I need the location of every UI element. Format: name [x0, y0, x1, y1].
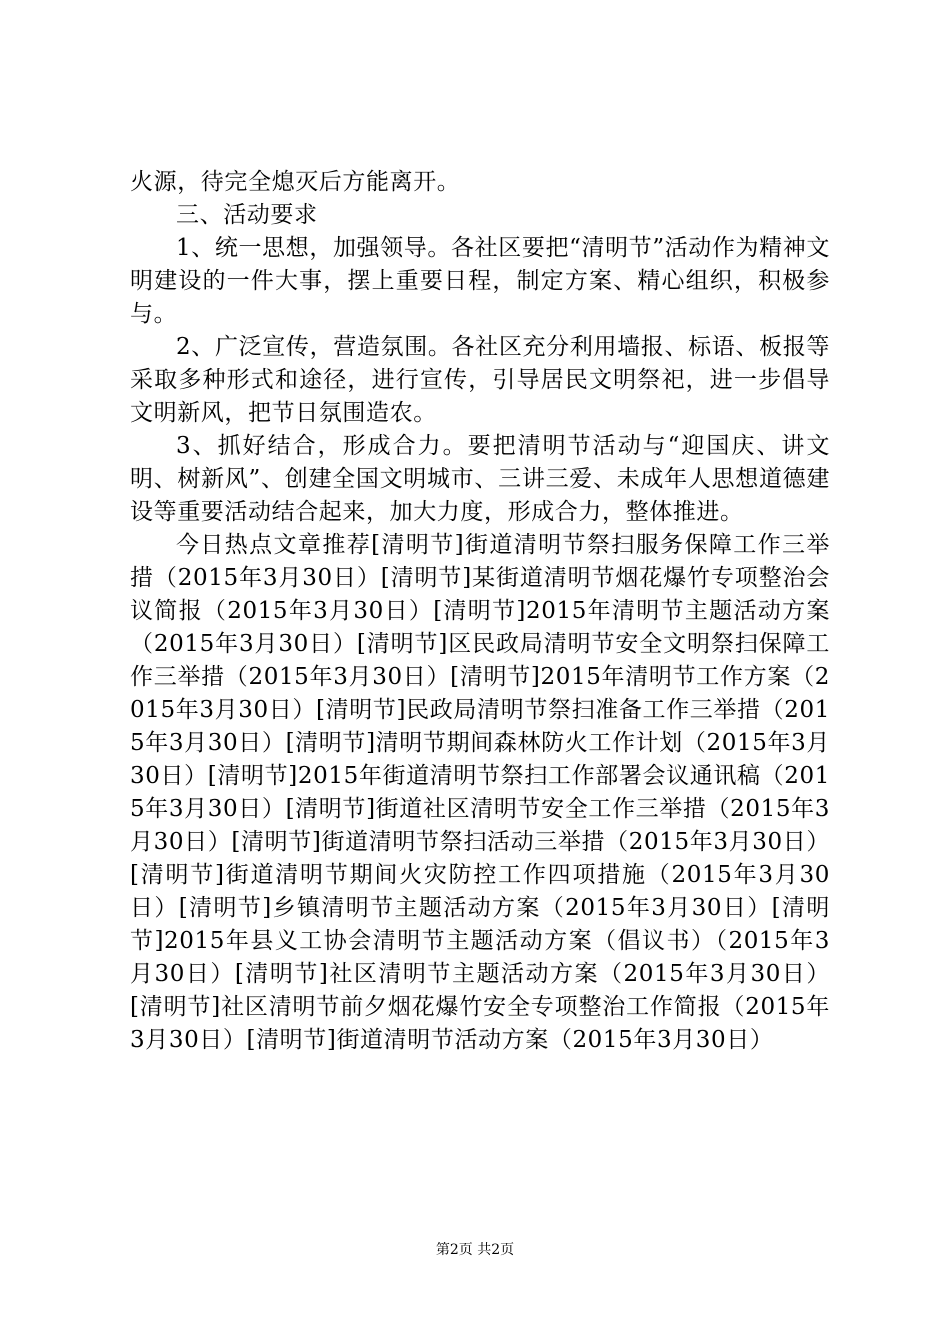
paragraph-requirement-1: 1、统一思想，加强领导。各社区要把“清明节”活动作为精神文明建设的一件大事，摆上重要日程，制定方案、精心组织，积极参与。	[130, 235, 830, 327]
paragraph-requirement-3: 3、抓好结合，形成合力。要把清明节活动与“迎国庆、讲文明、树新风”、创建全国文明城市、三讲三爱、未成年人思想道德建设等重要活动结合起来，加大力度，形成合力，整体推进。	[130, 433, 830, 525]
page-footer: 第2页 共2页	[435, 1242, 515, 1258]
paragraph-recommended-articles: 今日热点文章推荐[清明节]街道清明节祭扫服务保障工作三举措（2015年3月30日）[清明节]某街道清明节烟花爆竹专项整治会议简报（2015年3月30日）[清明节]2015年清明节主题活动方案（2015年3月30日）[清明节]区民政局清明节安全文明祭扫保障工作三举措（2015年3月30日）[清明节]2015年清明节工作方案（2015年3月30日）[清明节]民政局清明节祭扫准备工作三举措（2015年3月30日）[清明节]清明节期间森林防火工作计划（2015年3月30日）[清明节]2015年街道清明节祭扫工作部署会议通讯稿（2015年3月30日）[清明节]街道社区清明节安全工作三举措（2015年3月30日）[清明节]街道清明节祭扫活动三举措（2015年3月30日）[清明节]街道清明节期间火灾防控工作四项措施（2015年3月30日）[清明节]乡镇清明节主题活动方案（2015年3月30日）[清明节]2015年县义工协会清明节主题活动方案（倡议书）（2015年3月30日）[清明节]社区清明节主题活动方案（2015年3月30日）[清明节]社区清明节前夕烟花爆竹安全专项整治工作简报（2015年3月30日）[清明节]街道清明节活动方案（2015年3月30日）	[130, 532, 830, 1053]
section-heading-requirements: 三、活动要求	[176, 202, 318, 228]
document-body	[130, 166, 830, 1057]
paragraph-fire-source: 火源，待完全熄灭后方能离开。	[130, 169, 461, 195]
paragraph-requirement-2: 2、广泛宣传，营造氛围。各社区充分利用墙报、标语、板报等采取多种形式和途径，进行宣传，引导居民文明祭祀，进一步倡导文明新风，把节日氛围造农。	[130, 334, 830, 426]
